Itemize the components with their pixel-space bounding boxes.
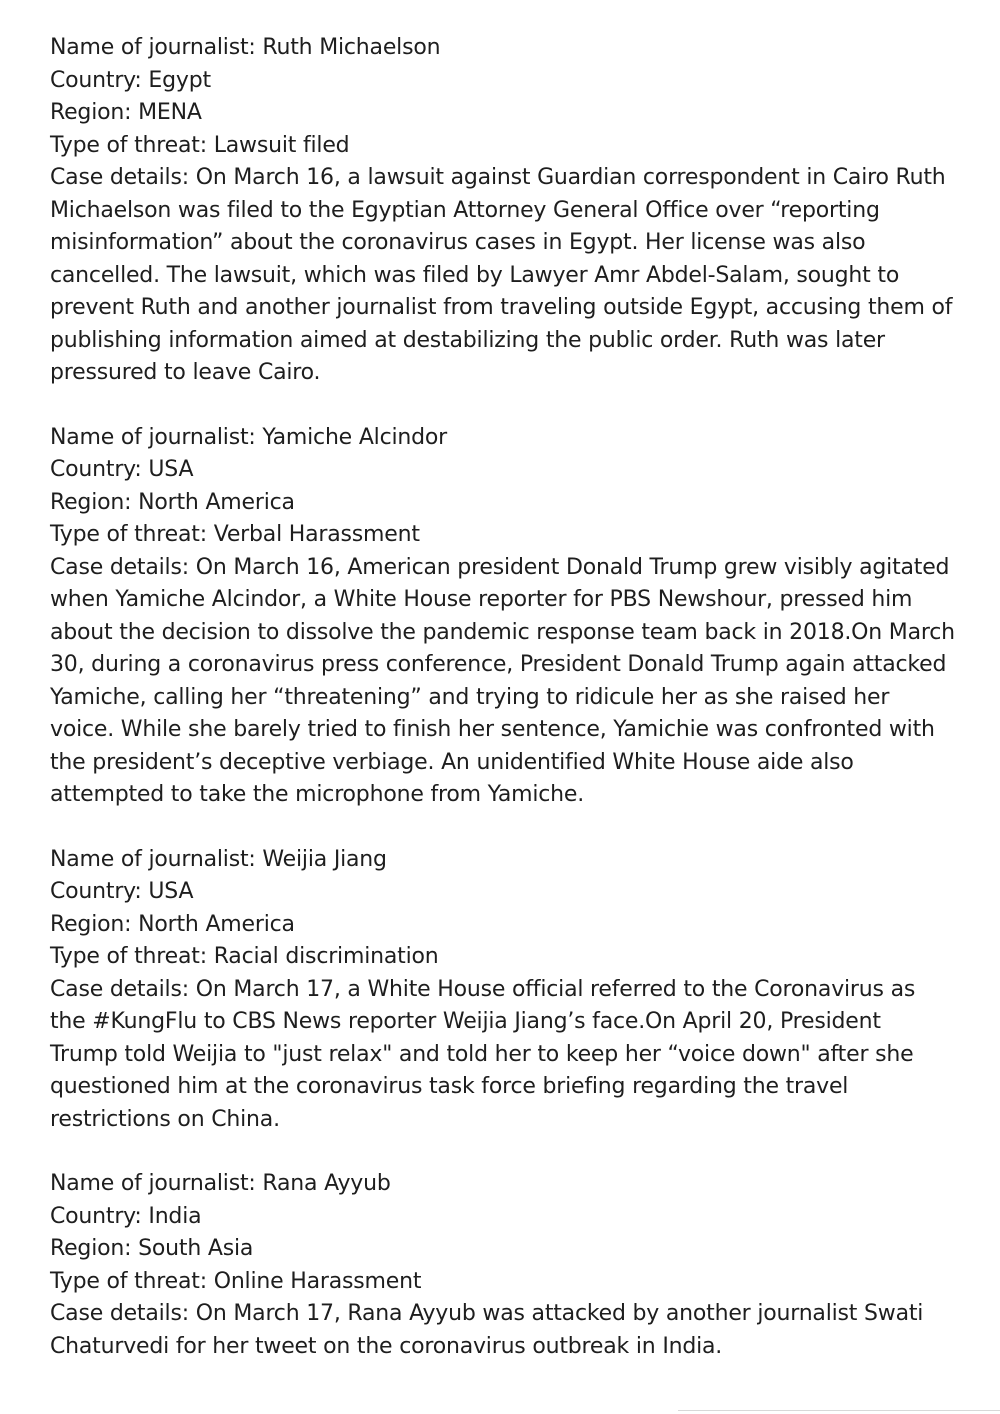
journalist-record	[50, 1168, 955, 1363]
case-details: Case details: On March 16, a lawsuit against Guardian correspondent in Cairo Ruth Michaelson was filed to the Egyptian Attorney General Office over “reporting misinformation” about the coronavirus cases in Egypt. Her license was also cancelled. The lawsuit, which was filed by Lawyer Amr Abdel-Salam, sought to prevent Ruth and another journalist from traveling outside Egypt, accusing them of publishing information aimed at destabilizing the public order. Ruth was later pressured to leave Cairo.	[50, 165, 953, 385]
journalist-region: Region: North America	[50, 489, 295, 515]
threat-type: Type of threat: Online Harassment	[50, 1268, 422, 1294]
journalist-name: Name of journalist: Weijia Jiang	[50, 846, 387, 872]
threat-type: Type of threat: Racial discrimination	[50, 944, 439, 969]
journalist-name: Name of journalist: Ruth Michaelson	[50, 35, 441, 60]
journalist-region: Region: MENA	[50, 100, 202, 125]
journalist-country: Country: USA	[50, 879, 194, 904]
case-details: Case details: On March 17, Rana Ayyub was attacked by another journalist Swati Chaturvedi for her tweet on the coronavirus outbreak in India.	[50, 1301, 924, 1359]
journalist-country: Country: Egypt	[50, 67, 211, 93]
journalist-record	[50, 844, 955, 1137]
journalist-country: Country: USA	[50, 457, 194, 482]
case-details: Case details: On March 16, American president Donald Trump grew visibly agitated when Yamiche Alcindor, a White House reporter for PBS Newshour, pressed him about the decision to dissolve the pandemic response team back in 2018.On March 30, during a coronavirus press conference, President Donald Trump again attacked Yamiche, calling her “threatening” and trying to ridicule her as she raised her voice. While she barely tried to finish her sentence, Yamichie was confronted with the president’s deceptive verbiage. An unidentified White House aide also attempted to take the microphone from Yamiche.	[50, 554, 955, 807]
journalist-country: Country: India	[50, 1203, 202, 1229]
threat-type: Type of threat: Lawsuit filed	[50, 132, 350, 158]
journalist-region: Region: South Asia	[50, 1236, 254, 1261]
journalist-name: Name of journalist: Rana Ayyub	[50, 1171, 391, 1196]
journalist-name: Name of journalist: Yamiche Alcindor	[50, 424, 447, 450]
document-body	[50, 32, 955, 1395]
case-details: Case details: On March 17, a White House official referred to the Coronavirus as the #KungFlu to CBS News reporter Weijia Jiang’s face.On April 20, President Trump told Weijia to "just relax" and told her to keep her “voice down" after she questioned him at the coronavirus task force briefing regarding the travel restrictions on China.	[50, 976, 916, 1132]
journalist-region: Region: North America	[50, 911, 295, 937]
footer-divider	[678, 1410, 1000, 1411]
journalist-record	[50, 32, 955, 390]
journalist-record	[50, 422, 955, 812]
threat-type: Type of threat: Verbal Harassment	[50, 522, 420, 547]
